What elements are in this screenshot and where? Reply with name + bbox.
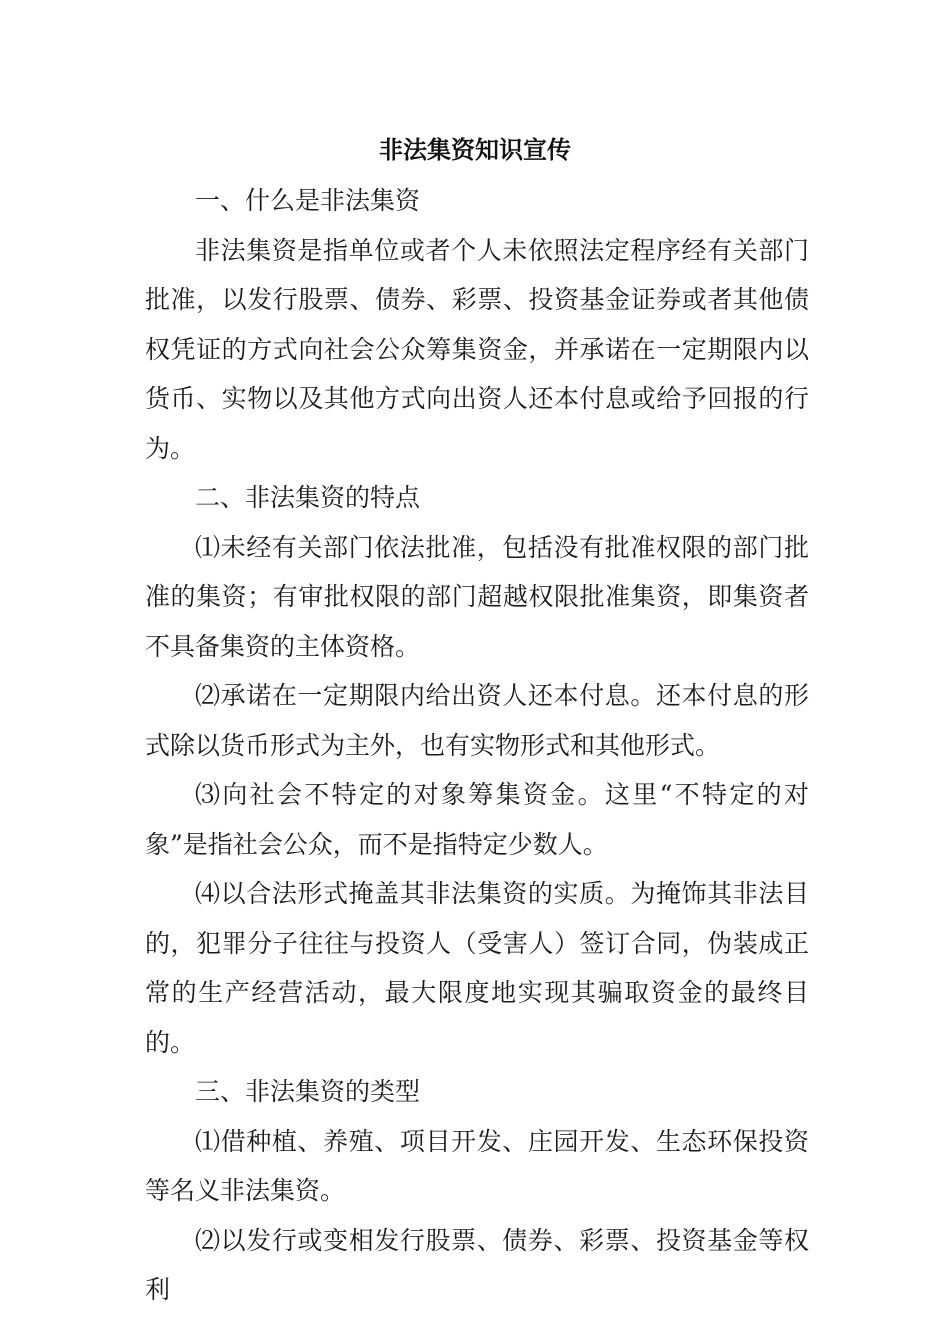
feature-item-2: ⑵承诺在一定期限内给出资人还本付息。还本付息的形式除以货币形式为主外，也有实物形式和其他形式。: [145, 681, 809, 760]
feature-item-4: ⑷以合法形式掩盖其非法集资的实质。为掩饰其非法目的，犯罪分子往往与投资人（受害人）签订合同，伪装成正常的生产经营活动，最大限度地实现其骗取资金的最终目的。: [145, 879, 809, 1057]
document-body: [145, 176, 809, 1315]
type-item-1: ⑴借种植、养殖、项目开发、庄园开发、生态环保投资等名义非法集资。: [145, 1126, 809, 1205]
section-heading-2: 二、非法集资的特点: [195, 483, 421, 512]
section-heading-3: 三、非法集资的类型: [195, 1077, 421, 1106]
feature-item-1: ⑴未经有关部门依法批准，包括没有批准权限的部门批准的集资；有审批权限的部门超越权限批准集资，即集资者不具备集资的主体资格。: [145, 532, 809, 661]
feature-item-3: ⑶向社会不特定的对象筹集资金。这里“不特定的对象”是指社会公众，而不是指特定少数人。: [145, 780, 809, 859]
document-title: 非法集资知识宣传: [379, 136, 571, 164]
paragraph-definition: 非法集资是指单位或者个人未依照法定程序经有关部门批准，以发行股票、债券、彩票、投资基金证券或者其他债权凭证的方式向社会公众筹集资金，并承诺在一定期限内以货币、实物以及其他方式向出资人还本付息或给予回报的行为。: [145, 235, 809, 463]
section-heading-1: 一、什么是非法集资: [195, 186, 421, 215]
type-item-2: ⑵以发行或变相发行股票、债券、彩票、投资基金等权利: [145, 1225, 809, 1304]
